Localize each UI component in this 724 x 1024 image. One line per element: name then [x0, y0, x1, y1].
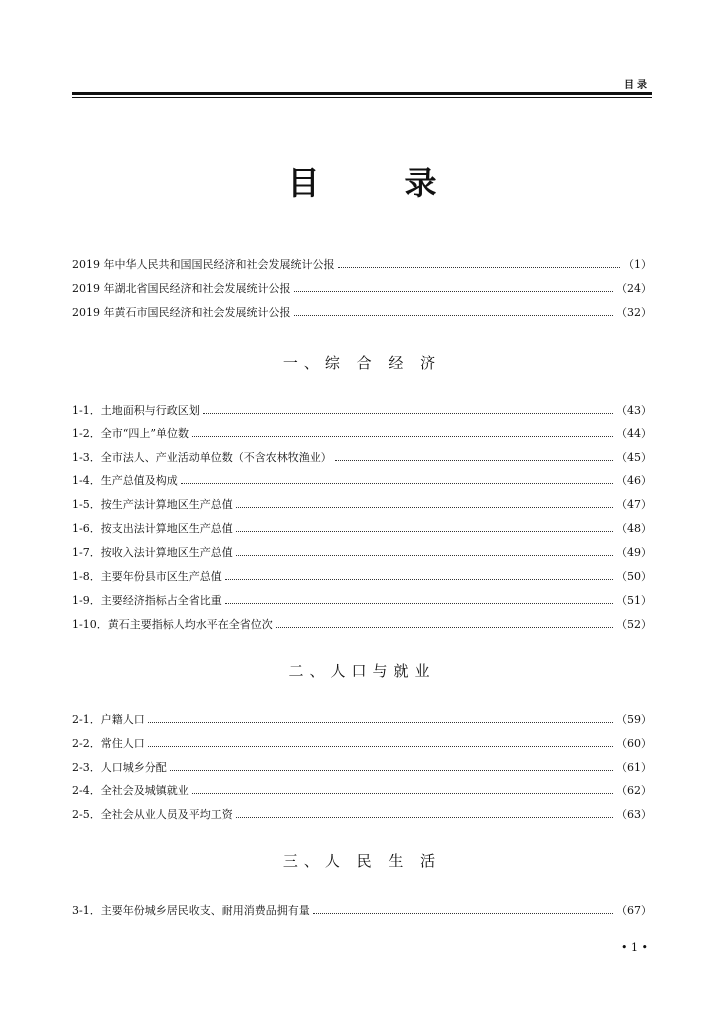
dot-leader	[225, 579, 613, 580]
dot-leader	[294, 291, 614, 292]
toc-entry-label: 1-5．按生产法计算地区生产总值	[72, 498, 233, 511]
toc-entry[interactable]	[72, 802, 652, 822]
running-head: 目录	[624, 80, 650, 91]
toc-entry-label: 1-1．土地面积与行政区划	[72, 404, 200, 417]
toc-entry-label: 1-4．生产总值及构成	[72, 474, 178, 487]
toc-entry[interactable]	[72, 778, 652, 798]
toc-entry-label: 1-2．全市“四上”单位数	[72, 427, 189, 440]
toc-entry-label: 2-3．人口城乡分配	[72, 761, 167, 774]
toc-entry-label: 2-4．全社会及城镇就业	[72, 784, 189, 797]
toc-entry-page: （46）	[616, 474, 652, 487]
dot-leader	[338, 267, 621, 268]
toc-entry[interactable]	[72, 398, 652, 418]
toc-entry[interactable]	[72, 731, 652, 751]
dot-leader	[236, 507, 613, 508]
toc-entry[interactable]	[72, 516, 652, 536]
toc-entry-label: 1-6．按支出法计算地区生产总值	[72, 522, 233, 535]
dot-leader	[294, 315, 614, 316]
section-title: 二、人口与就业	[288, 662, 436, 680]
dot-leader	[203, 413, 613, 414]
toc-entry[interactable]	[72, 755, 652, 775]
toc-entry[interactable]	[72, 421, 652, 441]
toc-entry-page: （49）	[616, 546, 652, 559]
toc-entry-label: 2019 年黄石市国民经济和社会发展统计公报	[72, 306, 291, 319]
toc-entry-page: （62）	[616, 784, 652, 797]
header-rule-thin	[72, 97, 652, 98]
section-title: 三、人 民 生 活	[282, 852, 442, 870]
toc-entry-label: 2-1．户籍人口	[72, 713, 145, 726]
toc-entry-label: 1-3．全市法人、产业活动单位数（不含农林牧渔业）	[72, 451, 332, 464]
toc-entry-label: 2-2．常住人口	[72, 737, 145, 750]
toc-entry-page: （52）	[616, 618, 652, 631]
toc-entry[interactable]	[72, 252, 652, 272]
toc-entry-page: （63）	[616, 808, 652, 821]
header-rule-thick	[72, 92, 652, 95]
toc-entry-page: （67）	[616, 904, 652, 917]
toc-entry-page: （43）	[616, 404, 652, 417]
toc-entry-page: （32）	[616, 306, 652, 319]
toc-entry-page: （47）	[616, 498, 652, 511]
toc-entry[interactable]	[72, 564, 652, 584]
dot-leader	[148, 722, 613, 723]
toc-entry-page: （51）	[616, 594, 652, 607]
toc-entry[interactable]	[72, 898, 652, 918]
toc-entry-page: （59）	[616, 713, 652, 726]
dot-leader	[192, 436, 613, 437]
page-number: • 1 •	[621, 941, 648, 954]
dot-leader	[225, 603, 613, 604]
toc-entry[interactable]	[72, 540, 652, 560]
dot-leader	[276, 627, 613, 628]
section-title: 一、综 合 经 济	[282, 354, 442, 372]
toc-entry-page: （48）	[616, 522, 652, 535]
toc-entry[interactable]	[72, 707, 652, 727]
toc-entry-page: （45）	[616, 451, 652, 464]
toc-entry-label: 2-5．全社会从业人员及平均工资	[72, 808, 233, 821]
toc-entry[interactable]	[72, 468, 652, 488]
dot-leader	[236, 531, 613, 532]
toc-entry[interactable]	[72, 445, 652, 465]
dot-leader	[192, 793, 613, 794]
toc-entry-page: （24）	[616, 282, 652, 295]
toc-entry[interactable]	[72, 276, 652, 296]
dot-leader	[236, 555, 613, 556]
toc-entry-page: （1）	[623, 258, 652, 271]
dot-leader	[181, 483, 613, 484]
dot-leader	[236, 817, 613, 818]
dot-leader	[335, 460, 613, 461]
toc-entry-page: （44）	[616, 427, 652, 440]
toc-entry[interactable]	[72, 300, 652, 320]
toc-entry-label: 1-7．按收入法计算地区生产总值	[72, 546, 233, 559]
toc-entry-label: 2019 年湖北省国民经济和社会发展统计公报	[72, 282, 291, 295]
page-title: 目录	[287, 164, 522, 202]
toc-entry-page: （50）	[616, 570, 652, 583]
toc-entry-page: （61）	[616, 761, 652, 774]
dot-leader	[313, 913, 613, 914]
toc-entry[interactable]	[72, 588, 652, 608]
toc-entry[interactable]	[72, 612, 652, 632]
dot-leader	[148, 746, 613, 747]
toc-entry-page: （60）	[616, 737, 652, 750]
toc-entry-label: 2019 年中华人民共和国国民经济和社会发展统计公报	[72, 258, 335, 271]
toc-entry-label: 3-1．主要年份城乡居民收支、耐用消费品拥有量	[72, 904, 310, 917]
toc-entry-label: 1-9．主要经济指标占全省比重	[72, 594, 222, 607]
toc-entry-label: 1-8．主要年份县市区生产总值	[72, 570, 222, 583]
toc-entry-label: 1-10．黄石主要指标人均水平在全省位次	[72, 618, 273, 631]
dot-leader	[170, 770, 613, 771]
toc-entry[interactable]	[72, 492, 652, 512]
